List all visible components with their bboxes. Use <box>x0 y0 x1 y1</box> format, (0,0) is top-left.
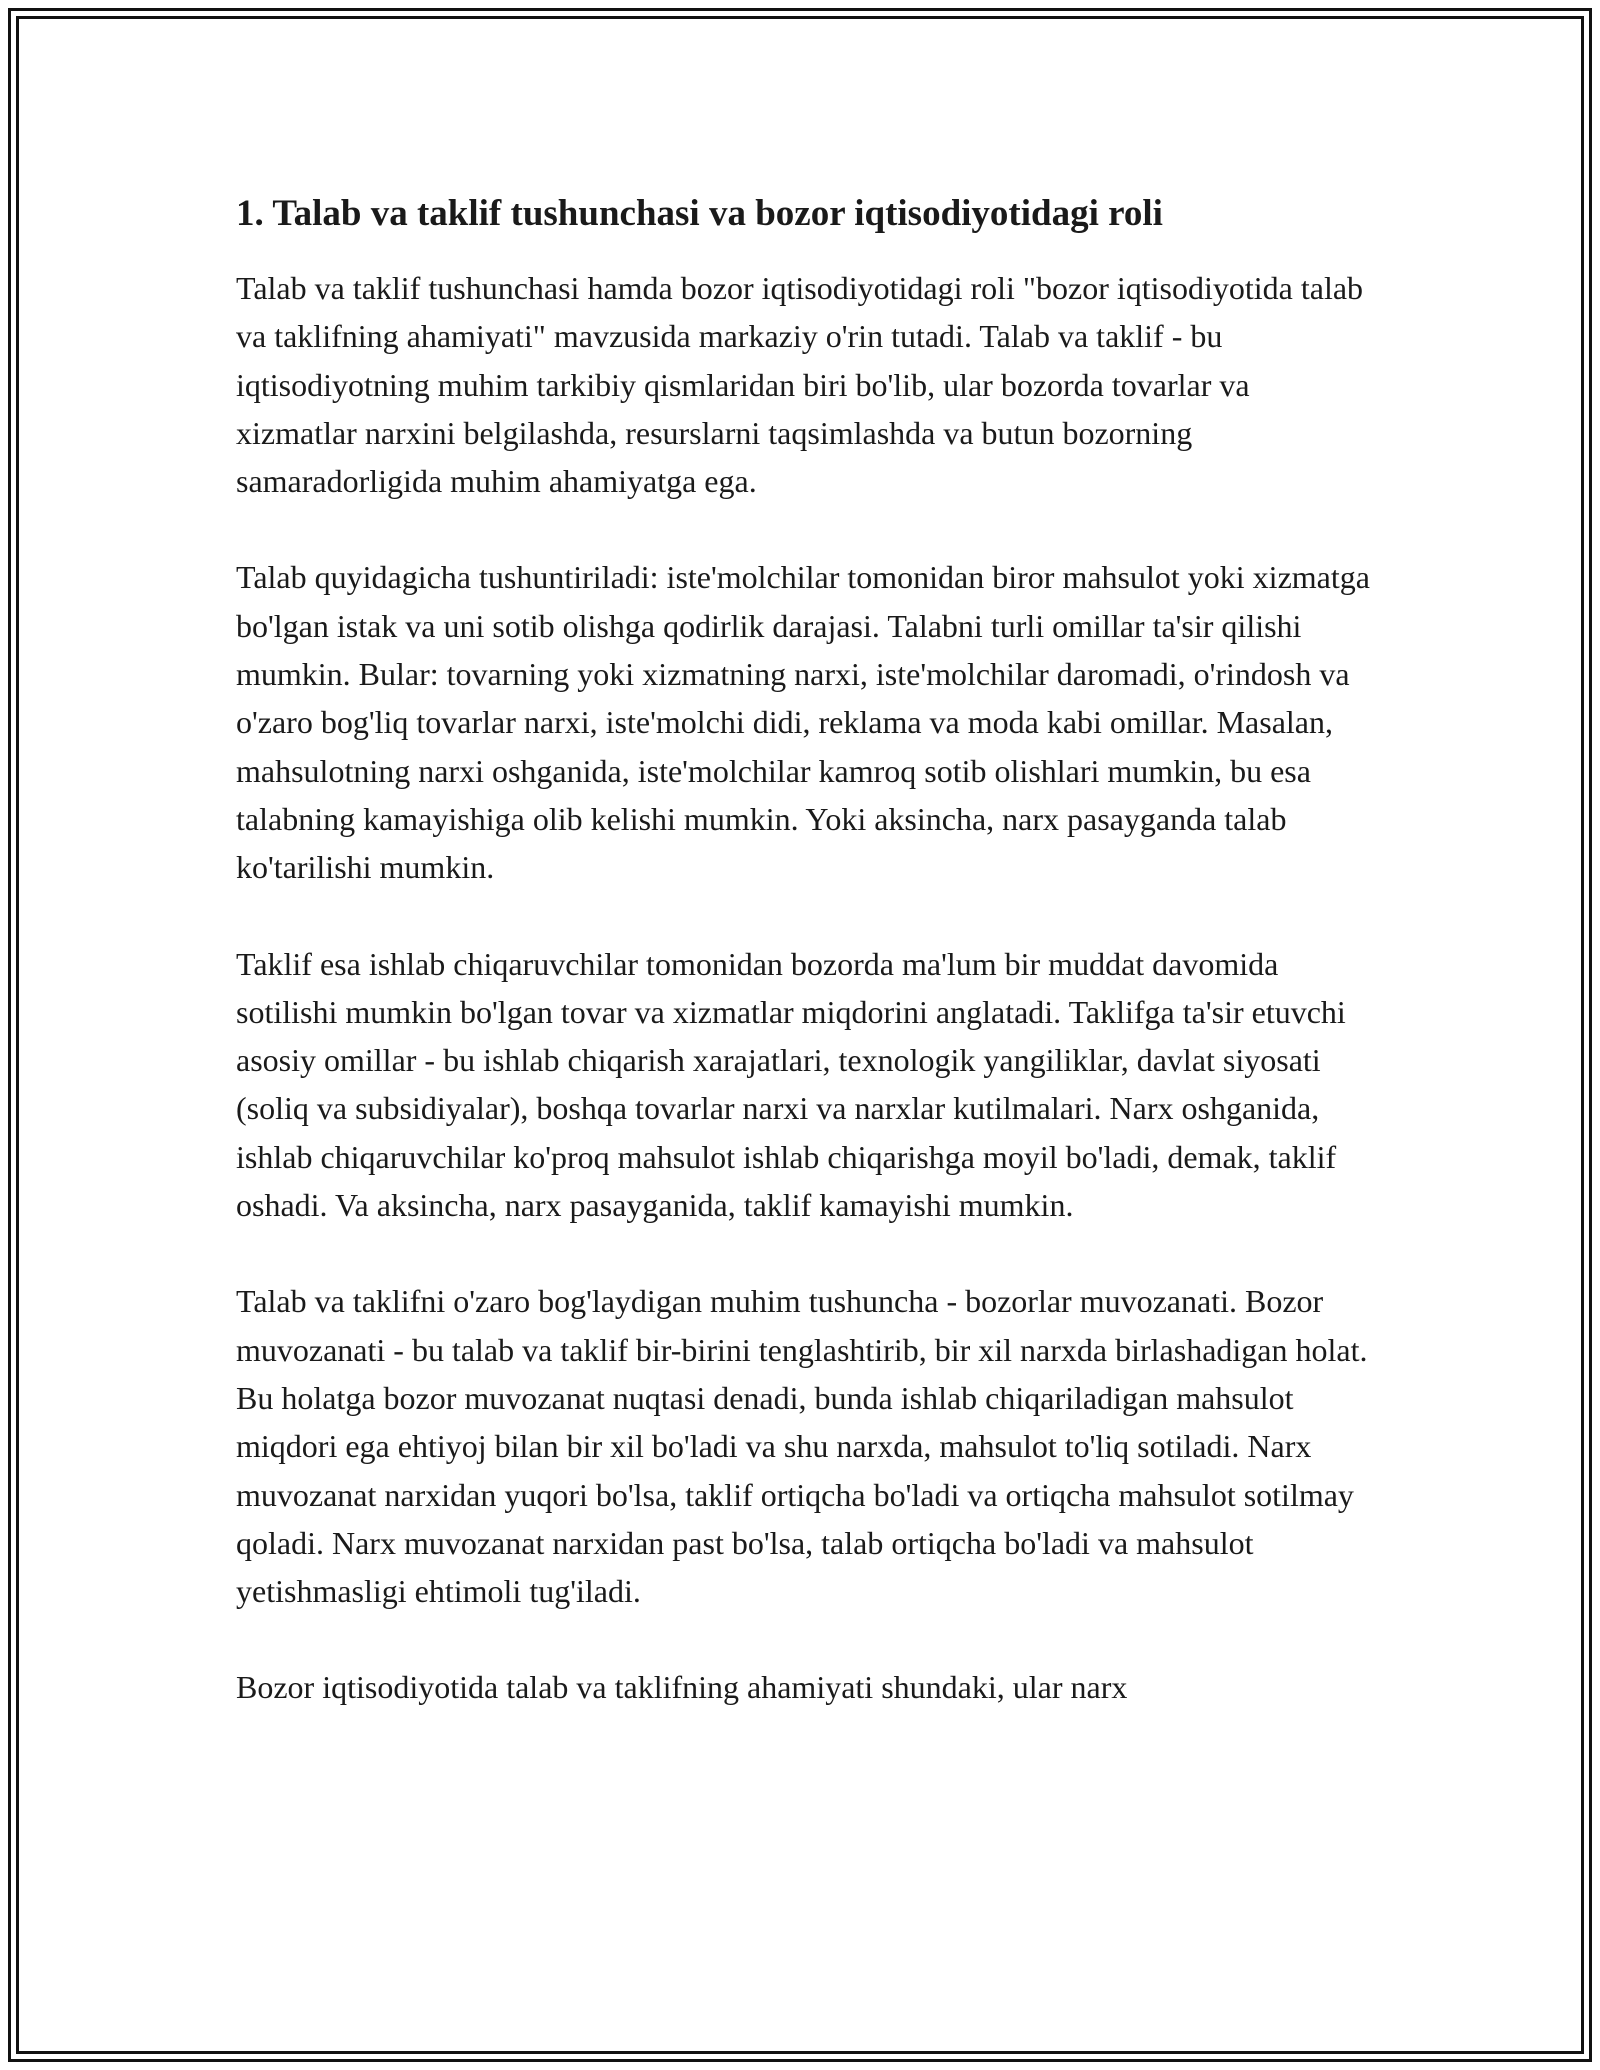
document-body <box>236 188 1376 1760</box>
paragraph-talab-taklif-intro: Talab va taklif tushunchasi hamda bozor iqtisodiyotidagi roli "bozor iqtisodiyotida talab va taklifning ahamiyati" mavzusida markaziy o'rin tutadi. Talab va taklif - bu iqtisodiyotning muhim tarkibiy qismlaridan biri bo'lib, ular bozorda tovarlar va xizmatlar narxini belgilashda, resurslarni taqsimlashda va butun bozorning samaradorligida muhim ahamiyatga ega. <box>236 270 1364 500</box>
paragraph-ahamiyati: Bozor iqtisodiyotida talab va taklifning ahamiyati shundaki, ular narx <box>236 1669 1128 1706</box>
paragraph-taklif: Taklif esa ishlab chiqaruvchilar tomonidan bozorda ma'lum bir muddat davomida sotilishi mumkin bo'lgan tovar va xizmatlar miqdorini anglatadi. Taklifga ta'sir etuvchi asosiy omillar - bu ishlab chiqarish xarajatlari, texnologik yangiliklar, davlat siyosati (soliq va subsidiyalar), boshqa tovarlar narxi va narxlar kutilmalari. Narx oshganida, ishlab chiqaruvchilar ko'proq mahsulot ishlab chiqarishga moyil bo'ladi, demak, taklif oshadi. Va aksincha, narx pasayganida, taklif kamayishi mumkin. <box>236 945 1346 1224</box>
paragraph-bozor-muvozanati: Talab va taklifni o'zaro bog'laydigan muhim tushuncha - bozorlar muvozanati. Bozor muvozanati - bu talab va taklif bir-birini tenglashtirib, bir xil narxda birlashadigan holat. Bu holatga bozor muvozanat nuqtasi denadi, bunda ishlab chiqariladigan mahsulot miqdori ega ehtiyoj bilan bir xil bo'ladi va shu narxda, mahsulot to'liq sotiladi. Narx muvozanat narxidan yuqori bo'lsa, taklif ortiqcha bo'ladi va ortiqcha mahsulot sotilmay qoladi. Narx muvozanat narxidan past bo'lsa, talab ortiqcha bo'ladi va mahsulot yetishmasligi ehtimoli tug'iladi. <box>236 1283 1368 1610</box>
paragraph-talab: Talab quyidagicha tushuntiriladi: iste'molchilar tomonidan biror mahsulot yoki xizmatga bo'lgan istak va uni sotib olishga qodirlik darajasi. Talabni turli omillar ta'sir qilishi mumkin. Bular: tovarning yoki xizmatning narxi, iste'molchilar daromadi, o'rindosh va o'zaro bog'liq tovarlar narxi, iste'molchi didi, reklama va moda kabi omillar. Masalan, mahsulotning narxi oshganida, iste'molchilar kamroq sotib olishlari mumkin, bu esa talabning kamayishiga olib kelishi mumkin. Yoki aksincha, narx pasayganda talab ko'tarilishi mumkin. <box>236 559 1370 886</box>
section-heading: 1. Talab va taklif tushunchasi va bozor iqtisodiyotidagi roli <box>236 193 1163 234</box>
